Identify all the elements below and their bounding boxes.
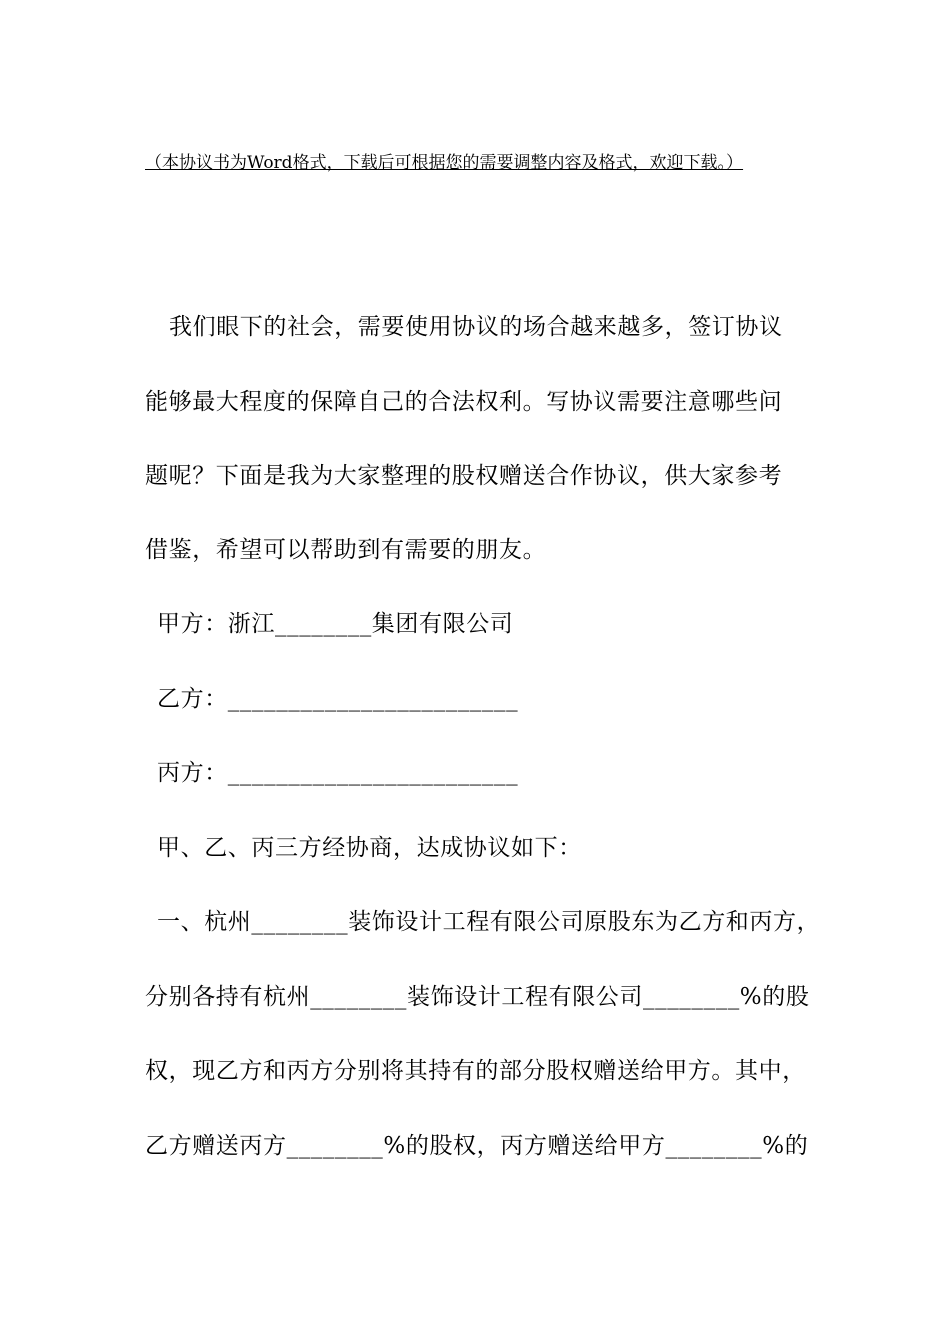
party-b-line: 乙方：________________________ [157, 686, 519, 712]
clause-line: 分别各持有杭州________装饰设计工程有限公司________%的股 [145, 984, 810, 1010]
party-a-line: 甲方：浙江________集团有限公司 [157, 611, 514, 637]
paragraph-line: 借鉴，希望可以帮助到有需要的朋友。 [145, 537, 547, 563]
clause-line: 权，现乙方和丙方分别将其持有的部分股权赠送给甲方。其中， [145, 1058, 806, 1084]
paragraph-line: 我们眼下的社会，需要使用协议的场合越来越多，签订协议 [169, 314, 783, 340]
paragraph-line: 题呢？下面是我为大家整理的股权赠送合作协议，供大家参考 [145, 463, 783, 489]
header-note: （本协议书为Word格式，下载后可根据您的需要调整内容及格式，欢迎下载。） [145, 153, 744, 173]
clause-line: 一、杭州________装饰设计工程有限公司原股东为乙方和丙方， [157, 909, 821, 935]
party-c-line: 丙方：________________________ [157, 760, 519, 786]
agreement-intro-line: 甲、乙、丙三方经协商，达成协议如下： [157, 835, 582, 861]
paragraph-line: 能够最大程度的保障自己的合法权利。写协议需要注意哪些问 [145, 389, 783, 415]
clause-line: 乙方赠送丙方________%的股权，丙方赠送给甲方________%的 [145, 1133, 809, 1159]
